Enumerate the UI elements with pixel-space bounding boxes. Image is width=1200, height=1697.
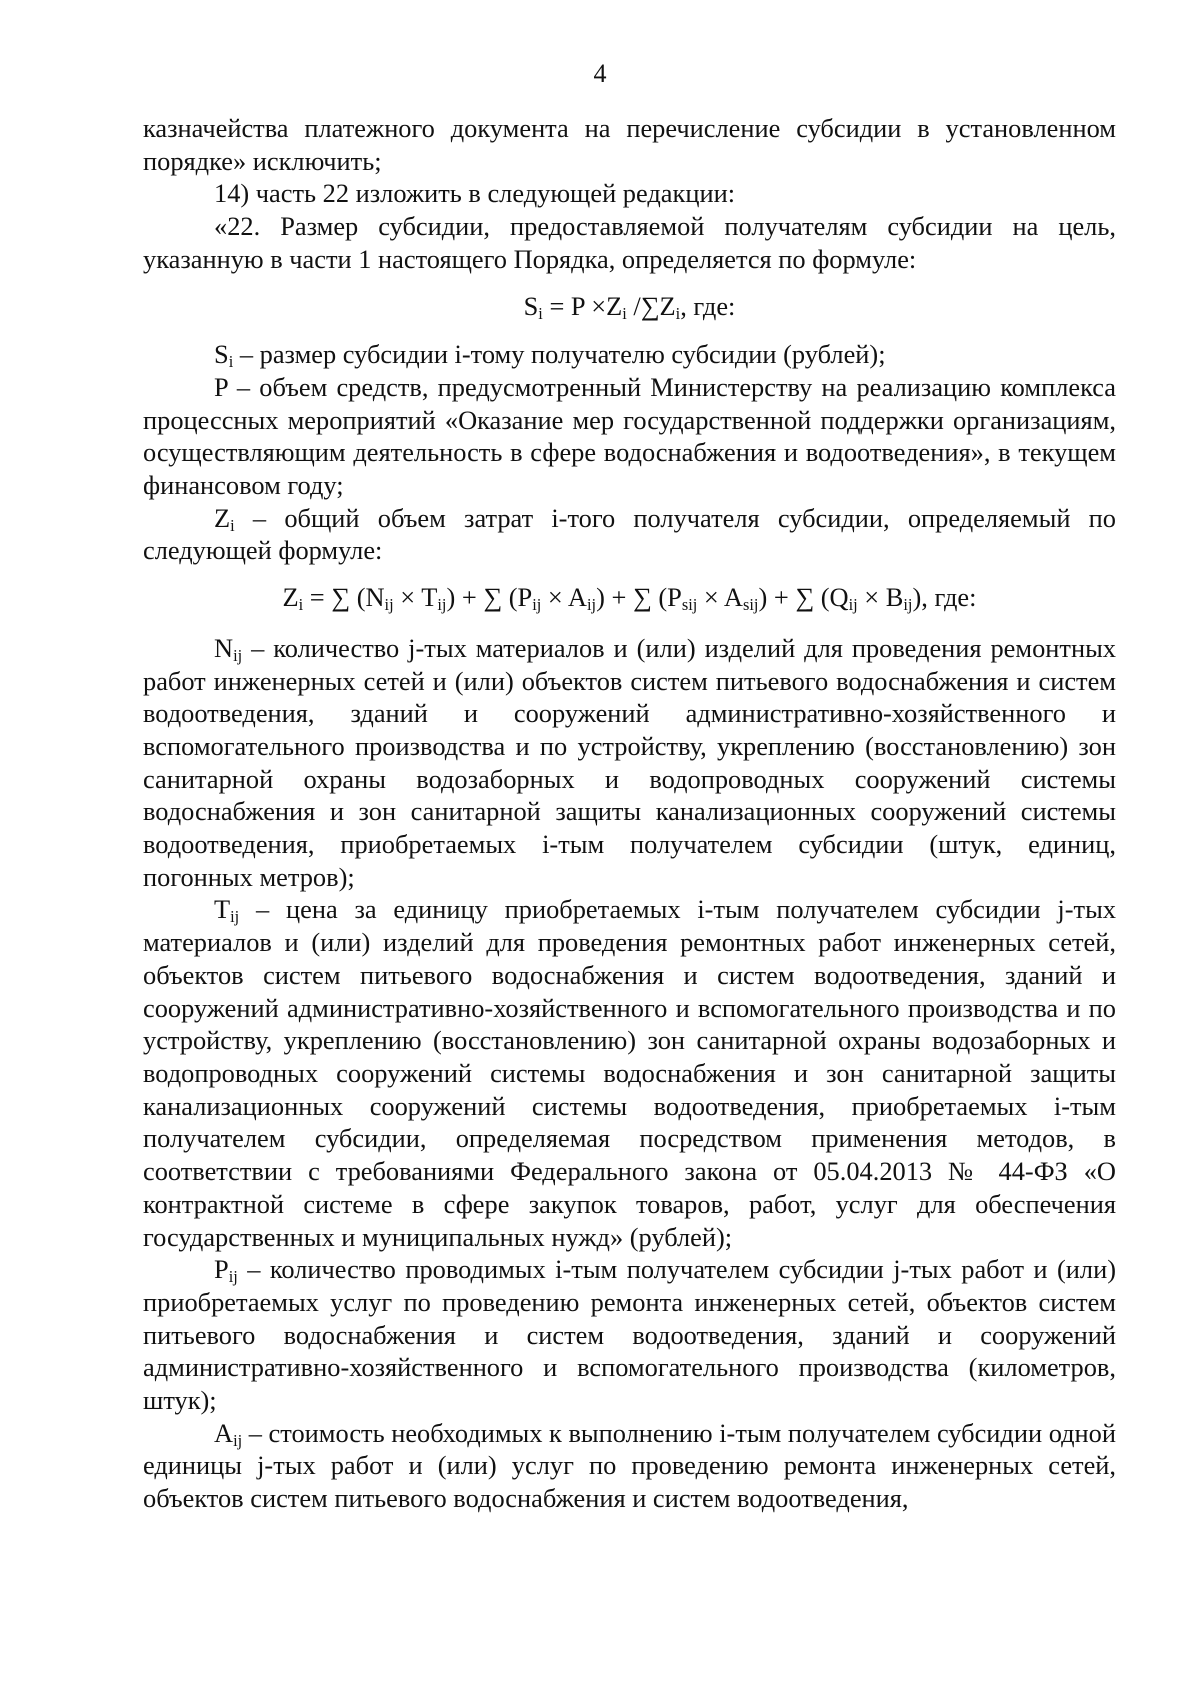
paragraph-continuation: казначейства платежного документа на перечисление субсидии в установленном порядке» исключить; bbox=[143, 113, 1116, 176]
definition-nij: $N_{ij}$ – количество j-тых материалов и (или) изделий для проведения ремонтных работ инженерных сетей и (или) объектов систем питьевого водоснабжения и систем водоотведения, зданий и сооружений административно-хозяйственного и вспомогательного производства и по устройству, укреплению (восстановлению) зон санитарной охраны водозаборных и водопроводных сооружений системы водоснабжения и зон санитарной защиты канализационных сооружений системы водоотведения, приобретаемых i-тым получателем субсидии (штук, единиц, погонных метров); bbox=[143, 632, 1116, 892]
definition-pij: $P_{ij}$ – количество проводимых i-тым получателем субсидии j-тых работ и (или) приобретаемых услуг по проведению ремонта инженерных сетей, объектов систем питьевого водоснабжения и систем водоотведения, зданий и сооружений административно-хозяйственного и вспомогательного производства (километров, штук); bbox=[143, 1254, 1116, 1416]
page-body bbox=[143, 112, 1116, 1515]
formula-total-costs: $Z_i$ = ∑ $(N_{ij} \times T_{ij})$ + ∑ $(P_{ij} \times A_{ij})$ + ∑ $(P_{sij} \times A_{sij})$ + ∑ $(Q_{ij} \times B_{ij})$, где: bbox=[282, 582, 977, 615]
paragraph-item-14: 14) часть 22 изложить в следующей редакции: bbox=[214, 178, 736, 209]
paragraph-part-22: «22. Размер субсидии, предоставляемой получателям субсидии на цель, указанную в части 1 настоящего Порядка, определяется по формуле: bbox=[143, 211, 1116, 274]
definition-zi: $Z_i$ – общий объем затрат i-того получателя субсидии, определяемый по следующей формуле: bbox=[143, 502, 1116, 566]
definition-tij: $T_{ij}$ – цена за единицу приобретаемых i-тым получателем субсидии j-тых материалов и (или) изделий для проведения ремонтных работ инженерных сетей, объектов систем питьевого водоснабжения и систем водоотведения, зданий и сооружений административно-хозяйственного и вспомогательного производства и по устройству, укреплению (восстановлению) зон санитарной охраны водозаборных и водопроводных сооружений системы водоснабжения и зон санитарной защиты канализационных сооружений системы водоотведения, приобретаемых i-тым получателем субсидии, определяемая посредством применения методов, в соответствии с требованиями Федерального закона от 05.04.2013 № 44-ФЗ «О контрактной системе в сфере закупок товаров, работ, услуг для обеспечения государственных и муниципальных нужд» (рублей); bbox=[143, 894, 1116, 1252]
page-number: 4 bbox=[593, 59, 607, 88]
formula-subsidy-size: $S_i = P \times Z_i$ $/\sum Z_i$, где: bbox=[523, 290, 736, 323]
definition-p: P – объем средств, предусмотренный Министерству на реализацию комплекса процессных мероприятий «Оказание мер государственной поддержки организациям, осуществляющим деятельность в сфере водоснабжения и водоотведения», в текущем финансовом году; bbox=[143, 371, 1116, 501]
definition-aij: $A_{ij}$ – стоимость необходимых к выполнению i-тым получателем субсидии одной единицы j-тых работ и (или) услуг по проведению ремонта инженерных сетей, объектов систем питьевого водоснабжения и систем водоотведения, bbox=[143, 1417, 1116, 1514]
definition-si: $S_i$ – размер субсидии i-тому получателю субсидии (рублей); bbox=[214, 339, 886, 372]
